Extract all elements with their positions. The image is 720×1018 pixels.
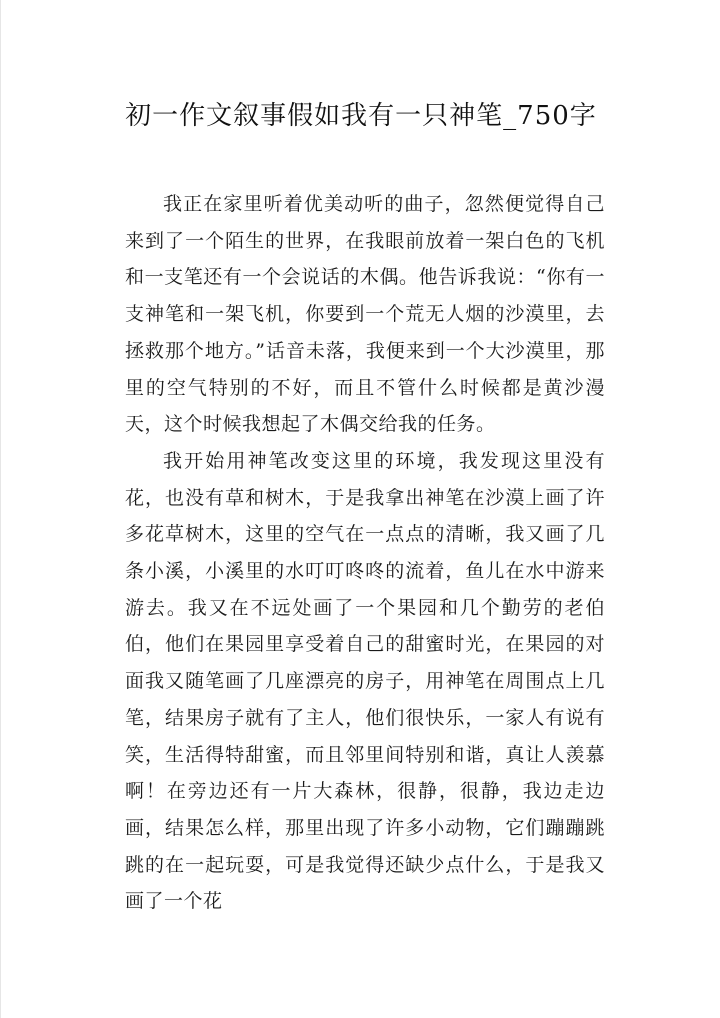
document-body <box>125 186 605 920</box>
paragraph-2: 我开始用神笔改变这里的环境，我发现这里没有花，也没有草和树木，于是我拿出神笔在沙漠上画了许多花草树木，这里的空气在一点点的清晰，我又画了几条小溪，小溪里的水叮叮咚咚的流着，鱼儿在水中游来游去。我又在不远处画了一个果园和几个勤劳的老伯伯，他们在果园里享受着自己的甜蜜时光，在果园的对面我又随笔画了几座漂亮的房子，用神笔在周围点上几笔，结果房子就有了主人，他们很快乐，一家人有说有笑，生活得特甜蜜，而且邻里间特别和谐，真让人羡慕啊！在旁边还有一片大森林，很静，很静，我边走边画，结果怎么样，那里出现了许多小动物，它们蹦蹦跳跳的在一起玩耍，可是我觉得还缺少点什么，于是我又画了一个花 <box>125 449 605 913</box>
document-title: 初一作文叙事假如我有一只神笔_750字 <box>125 101 597 131</box>
paragraph-1: 我正在家里听着优美动听的曲子，忽然便觉得自己来到了一个陌生的世界，在我眼前放着一架白色的飞机和一支笔还有一个会说话的木偶。他告诉我说：“你有一支神笔和一架飞机，你要到一个荒无人烟的沙漠里，去拯救那个地方。”话音未落，我便来到一个大沙漠里，那里的空气特别的不好，而且不管什么时候都是黄沙漫天，这个时候我想起了木偶交给我的任务。 <box>125 193 605 436</box>
